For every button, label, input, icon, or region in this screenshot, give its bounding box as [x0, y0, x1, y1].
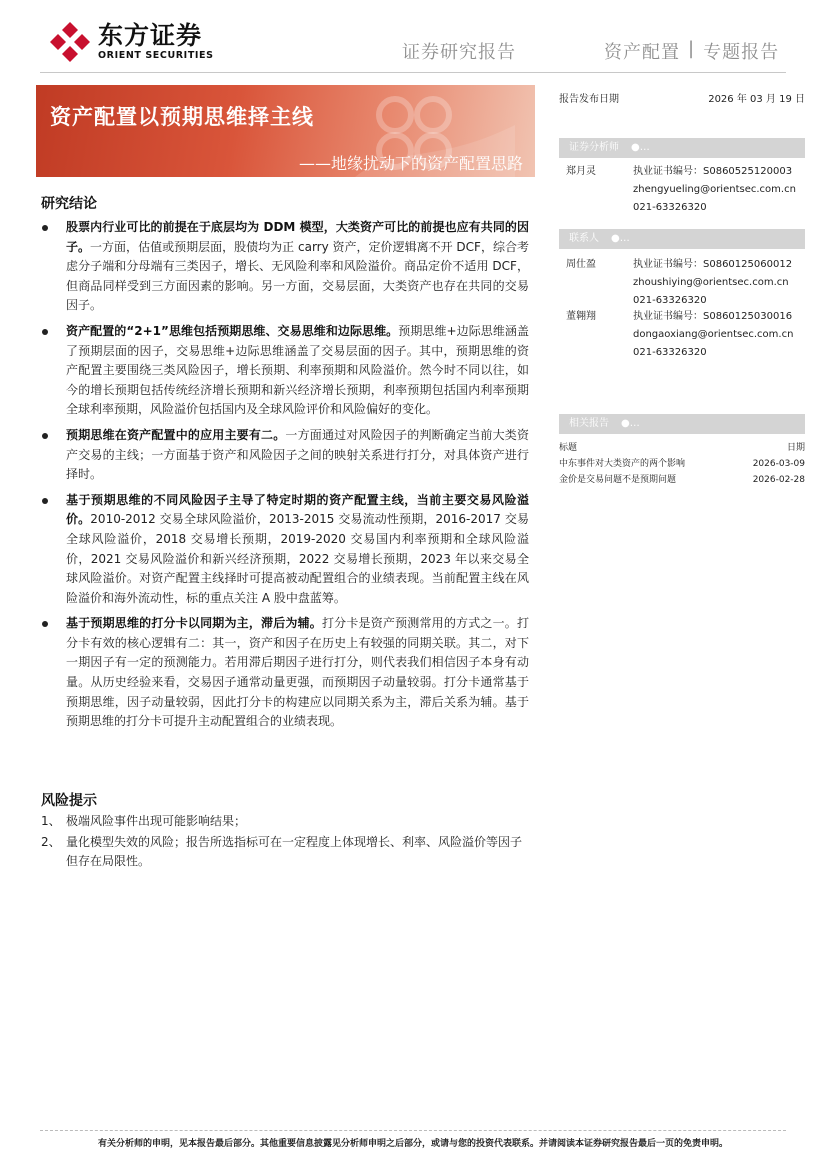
- contact-email[interactable]: zhoushiying@orientsec.com.cn: [633, 277, 789, 288]
- contacts-heading: 联系人 ●…: [559, 229, 805, 249]
- contact-phone: 021-63326320: [633, 295, 707, 306]
- report-title: 资产配置以预期思维择主线: [50, 105, 314, 129]
- related-title[interactable]: 中东事件对大类资产的两个影响: [559, 459, 686, 469]
- publish-date-value: 2026 年 03 月 19 日: [708, 94, 805, 105]
- dots-icon: ●…: [611, 233, 630, 244]
- category-separator: |: [688, 38, 696, 59]
- risk-text: 极端风险事件出现可能影响结果；: [66, 814, 247, 828]
- subcategory-label: 专题报告: [703, 42, 780, 63]
- contact-cert: 执业证书编号：S0860125030016: [633, 311, 793, 322]
- col-date: 日期: [786, 443, 805, 453]
- publish-date-label: 报告发布日期: [559, 94, 619, 105]
- table-row[interactable]: [559, 472, 805, 488]
- analyst-cert: 执业证书编号：S0860525120003: [633, 166, 793, 177]
- footer-divider: [40, 1130, 786, 1131]
- bullet-text: 2010-2012 交易全球风险溢价，2013-2015 交易流动性预期，2016-2017 交易全球风险溢价，2018 交易增长预期，2019-2020 交易国内利率预期和全球风险溢价，2021 交易风险溢价和新兴经济预期，2022 交易增长预期，2023 年以来交易全球风险溢价。对资产配置主线择时可提高被动配置组合的业绩表现。当前配置主线在风险溢价和海外流动性，标的重点关注 A 股中盘蓝筹。: [66, 512, 529, 605]
- risks-list: [41, 812, 529, 873]
- conclusions-list: [41, 218, 529, 738]
- risks-heading: 风险提示: [41, 793, 97, 809]
- analysts-heading: 证券分析师 ●…: [559, 138, 805, 158]
- col-title: 标题: [559, 443, 578, 453]
- dots-icon: ●…: [621, 418, 640, 429]
- contact-cert: 执业证书编号：S0860125060012: [633, 259, 793, 270]
- bullet-lead: 股票内行业可比的前提在于底层均为 DDM 模型，大类资产可比的前提也应有共同的因子。: [66, 220, 529, 254]
- related-title[interactable]: 金价是交易问题不是预期问题: [559, 475, 677, 485]
- contact-name: 周仕盈: [566, 259, 596, 270]
- bullet-lead: 基于预期思维的打分卡以同期为主，滞后为辅。: [66, 616, 322, 631]
- bullet-lead: 预期思维在资产配置中的应用主要有二。: [66, 427, 286, 442]
- footer-disclaimer: 有关分析师的申明，见本报告最后部分。其他重要信息披露见分析师申明之后部分，或请与您的投资代表联系。并请阅读本证券研究报告最后一页的免责申明。: [97, 1139, 728, 1149]
- company-name-en: ORIENT SECURITIES: [98, 50, 214, 61]
- related-reports-heading: 相关报告 ●…: [559, 414, 805, 434]
- header-divider: [40, 72, 786, 73]
- bullet-text: 打分卡是资产预测常用的方式之一。打分卡有效的核心逻辑有二：其一，资产和因子在历史上有较强的同期关联。其二，对下一期因子有一定的预测能力。若用滞后期因子进行打分，则代表我们相信因子本身有动量。从历史经验来看，交易因子通常动量更强，而预期因子动量较弱。打分卡通常基于预期思维，因子动量较弱，因此打分卡的构建应以同期关系为主，滞后关系为辅。基于预期思维的打分卡可提升主动配置组合的业绩表现。: [66, 616, 529, 729]
- publish-date: [559, 90, 805, 105]
- report-subtitle: ——地缘扰动下的资产配置思路: [298, 154, 523, 173]
- list-item: [41, 322, 529, 420]
- list-item: [41, 614, 529, 732]
- risk-number: 1、: [41, 814, 61, 828]
- contact-email[interactable]: dongaoxiang@orientsec.com.cn: [633, 329, 794, 340]
- conclusions-heading: 研究结论: [41, 196, 97, 212]
- report-category: [604, 38, 779, 64]
- list-item: [41, 833, 529, 872]
- bullet-text: 预期思维+边际思维涵盖了预期层面的因子，交易思维+边际思维涵盖了交易层面的因子。其中，预期思维的资产配置主要围绕三类风险因子，增长预期、利率预期和风险溢价。然今时不同以往，如今的增长预期包括传统经济增长预期和新兴经济增长预期，利率预期包括国内利率预期全球利率预期，风险溢价包括国内及全球风险评价和风险偏好的变化。: [66, 323, 529, 417]
- company-logo: [48, 20, 214, 64]
- related-reports-table: [559, 440, 805, 488]
- analyst-phone: 021-63326320: [633, 202, 707, 213]
- list-item: [41, 426, 529, 485]
- related-date: 2026-02-28: [752, 475, 805, 485]
- contact-name: 董翱翔: [566, 311, 596, 322]
- company-name-cn: 东方证券: [98, 21, 203, 50]
- related-date: 2026-03-09: [752, 459, 805, 469]
- contact-phone: 021-63326320: [633, 347, 707, 358]
- table-header-row: [559, 440, 805, 456]
- bullet-text: 一方面，估值或预期层面，股债均为正 carry 资产，定价逻辑离不开 DCF，综合考虑分子端和分母端有三类因子，增长、无风险利率和风险溢价。商品定价不适用 DCF，但商品同样受到三方面因素的影响。另一方面，交易层面，大类资产也存在共同的交易因子。: [66, 239, 529, 313]
- category-label: 资产配置: [604, 42, 680, 63]
- dots-icon: ●…: [631, 142, 650, 153]
- orient-logo-icon: [48, 20, 92, 64]
- title-banner: [36, 85, 535, 177]
- risk-text: 量化模型失效的风险；报告所选指标可在一定程度上体现增长、利率、风险溢价等因子但存在局限性。: [66, 834, 523, 869]
- list-item: [41, 218, 529, 316]
- risk-number: 2、: [41, 834, 61, 849]
- analyst-email[interactable]: zhengyueling@orientsec.com.cn: [633, 184, 796, 195]
- bullet-text: 一方面通过对风险因子的判断确定当前大类资产交易的主线；一方面基于资产和风险因子之间的映射关系进行打分，对具体资产进行择时。: [66, 427, 529, 482]
- bullet-lead: 基于预期思维的不同风险因子主导了特定时期的资产配置主线，当前主要交易风险溢价。: [66, 492, 529, 527]
- document-type: 证券研究报告: [402, 42, 516, 63]
- list-item: [41, 812, 529, 832]
- list-item: [41, 491, 529, 609]
- table-row[interactable]: [559, 456, 805, 472]
- analyst-name: 郑月灵: [566, 166, 596, 177]
- bullet-lead: 资产配置的“2+1”思维包括预期思维、交易思维和边际思维。: [66, 323, 399, 338]
